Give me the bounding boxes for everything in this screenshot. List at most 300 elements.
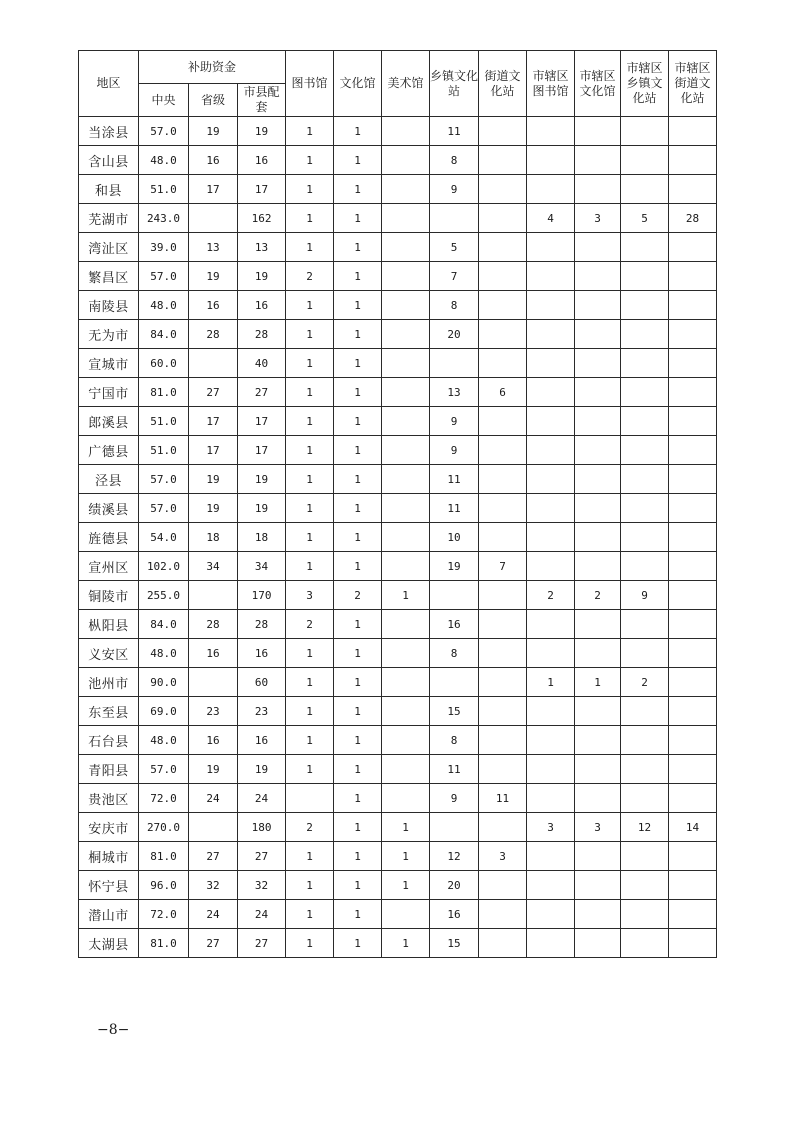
table-row — [79, 755, 717, 784]
cell-art-museum — [382, 349, 430, 378]
header-district-township-station: 市辖区乡镇文化站 — [621, 51, 669, 117]
cell-provincial: 32 — [189, 871, 238, 900]
cell-street-station — [479, 929, 527, 958]
cell-provincial: 24 — [189, 900, 238, 929]
cell-township-station — [430, 349, 479, 378]
cell-provincial: 17 — [189, 175, 238, 204]
cell-district-library — [527, 117, 575, 146]
cell-street-station — [479, 117, 527, 146]
cell-culture-center: 1 — [334, 842, 382, 871]
cell-district-township-station: 5 — [621, 204, 669, 233]
cell-district-culture-center — [575, 697, 621, 726]
table-row — [79, 349, 717, 378]
cell-district-township-station — [621, 349, 669, 378]
cell-township-station: 20 — [430, 871, 479, 900]
table-row — [79, 581, 717, 610]
cell-culture-center: 2 — [334, 581, 382, 610]
cell-library: 1 — [286, 146, 334, 175]
cell-district-township-station — [621, 262, 669, 291]
cell-provincial — [189, 349, 238, 378]
cell-district-culture-center — [575, 117, 621, 146]
cell-street-station — [479, 900, 527, 929]
cell-district-library — [527, 784, 575, 813]
cell-region: 桐城市 — [79, 842, 139, 871]
cell-region: 宁国市 — [79, 378, 139, 407]
cell-district-culture-center: 2 — [575, 581, 621, 610]
cell-region: 泾县 — [79, 465, 139, 494]
cell-street-station — [479, 523, 527, 552]
cell-district-culture-center — [575, 407, 621, 436]
cell-central: 84.0 — [139, 610, 189, 639]
cell-district-street-station — [669, 726, 717, 755]
cell-township-station: 9 — [430, 784, 479, 813]
header-subsidy: 补助资金 — [139, 51, 286, 84]
cell-provincial: 17 — [189, 407, 238, 436]
cell-art-museum — [382, 784, 430, 813]
cell-library: 1 — [286, 552, 334, 581]
cell-district-library — [527, 900, 575, 929]
table-row — [79, 378, 717, 407]
cell-district-culture-center — [575, 233, 621, 262]
cell-district-township-station — [621, 842, 669, 871]
cell-culture-center: 1 — [334, 117, 382, 146]
cell-district-township-station — [621, 494, 669, 523]
cell-provincial: 17 — [189, 436, 238, 465]
cell-district-library: 2 — [527, 581, 575, 610]
cell-central: 48.0 — [139, 291, 189, 320]
cell-city-county: 17 — [238, 407, 286, 436]
cell-township-station: 7 — [430, 262, 479, 291]
cell-street-station — [479, 465, 527, 494]
cell-district-township-station — [621, 320, 669, 349]
cell-library: 1 — [286, 436, 334, 465]
cell-city-county: 13 — [238, 233, 286, 262]
cell-district-culture-center — [575, 320, 621, 349]
cell-district-street-station — [669, 784, 717, 813]
cell-library: 2 — [286, 610, 334, 639]
cell-central: 54.0 — [139, 523, 189, 552]
cell-library: 2 — [286, 813, 334, 842]
cell-region: 潜山市 — [79, 900, 139, 929]
cell-street-station — [479, 639, 527, 668]
cell-district-library — [527, 610, 575, 639]
cell-central: 72.0 — [139, 784, 189, 813]
cell-township-station: 9 — [430, 436, 479, 465]
cell-provincial: 23 — [189, 697, 238, 726]
cell-district-street-station — [669, 668, 717, 697]
table-row — [79, 610, 717, 639]
cell-art-museum — [382, 175, 430, 204]
cell-library: 2 — [286, 262, 334, 291]
table-row — [79, 262, 717, 291]
table-row — [79, 320, 717, 349]
cell-provincial — [189, 813, 238, 842]
cell-city-county: 16 — [238, 291, 286, 320]
cell-district-street-station — [669, 755, 717, 784]
header-library: 图书馆 — [286, 51, 334, 117]
cell-district-culture-center — [575, 784, 621, 813]
cell-district-culture-center — [575, 639, 621, 668]
cell-culture-center: 1 — [334, 668, 382, 697]
cell-district-culture-center: 3 — [575, 204, 621, 233]
cell-township-station: 12 — [430, 842, 479, 871]
table-row — [79, 523, 717, 552]
cell-district-township-station — [621, 610, 669, 639]
cell-art-museum — [382, 407, 430, 436]
header-district-culture-center: 市辖区文化馆 — [575, 51, 621, 117]
cell-street-station — [479, 610, 527, 639]
cell-district-culture-center — [575, 610, 621, 639]
cell-district-township-station — [621, 407, 669, 436]
header-central: 中央 — [139, 84, 189, 117]
cell-provincial: 16 — [189, 291, 238, 320]
cell-region: 芜湖市 — [79, 204, 139, 233]
cell-district-township-station — [621, 697, 669, 726]
cell-district-culture-center: 3 — [575, 813, 621, 842]
cell-culture-center: 1 — [334, 610, 382, 639]
cell-township-station: 13 — [430, 378, 479, 407]
cell-central: 51.0 — [139, 175, 189, 204]
cell-district-culture-center — [575, 349, 621, 378]
cell-district-street-station — [669, 581, 717, 610]
cell-art-museum — [382, 146, 430, 175]
table-row — [79, 813, 717, 842]
cell-art-museum — [382, 378, 430, 407]
cell-township-station — [430, 813, 479, 842]
cell-township-station: 20 — [430, 320, 479, 349]
cell-central: 57.0 — [139, 755, 189, 784]
cell-district-street-station — [669, 929, 717, 958]
cell-district-library — [527, 262, 575, 291]
cell-art-museum: 1 — [382, 842, 430, 871]
cell-township-station: 11 — [430, 494, 479, 523]
cell-district-library — [527, 929, 575, 958]
cell-district-township-station — [621, 175, 669, 204]
cell-city-county: 16 — [238, 726, 286, 755]
cell-street-station — [479, 146, 527, 175]
cell-region: 广德县 — [79, 436, 139, 465]
cell-district-culture-center — [575, 262, 621, 291]
cell-provincial: 19 — [189, 755, 238, 784]
cell-district-street-station — [669, 900, 717, 929]
cell-township-station: 8 — [430, 146, 479, 175]
cell-city-county: 24 — [238, 784, 286, 813]
cell-township-station: 11 — [430, 117, 479, 146]
table-row — [79, 291, 717, 320]
cell-central: 48.0 — [139, 146, 189, 175]
cell-township-station: 11 — [430, 755, 479, 784]
cell-street-station — [479, 175, 527, 204]
cell-city-county: 32 — [238, 871, 286, 900]
cell-city-county: 16 — [238, 146, 286, 175]
cell-library: 1 — [286, 494, 334, 523]
header-district-street-station: 市辖区街道文化站 — [669, 51, 717, 117]
cell-central: 57.0 — [139, 117, 189, 146]
cell-central: 255.0 — [139, 581, 189, 610]
cell-street-station — [479, 320, 527, 349]
cell-street-station — [479, 697, 527, 726]
cell-region: 当涂县 — [79, 117, 139, 146]
cell-culture-center: 1 — [334, 871, 382, 900]
table-row — [79, 697, 717, 726]
cell-art-museum — [382, 465, 430, 494]
cell-township-station — [430, 204, 479, 233]
cell-art-museum — [382, 552, 430, 581]
table-row — [79, 900, 717, 929]
cell-street-station — [479, 813, 527, 842]
cell-township-station — [430, 668, 479, 697]
cell-region: 绩溪县 — [79, 494, 139, 523]
cell-central: 90.0 — [139, 668, 189, 697]
cell-street-station: 7 — [479, 552, 527, 581]
cell-culture-center: 1 — [334, 929, 382, 958]
cell-district-street-station — [669, 262, 717, 291]
cell-district-street-station — [669, 233, 717, 262]
cell-township-station: 15 — [430, 697, 479, 726]
cell-district-street-station — [669, 291, 717, 320]
cell-provincial: 27 — [189, 929, 238, 958]
cell-art-museum: 1 — [382, 813, 430, 842]
cell-culture-center: 1 — [334, 262, 382, 291]
cell-street-station: 6 — [479, 378, 527, 407]
cell-culture-center: 1 — [334, 900, 382, 929]
table-row — [79, 436, 717, 465]
cell-district-library: 1 — [527, 668, 575, 697]
cell-art-museum — [382, 900, 430, 929]
cell-township-station: 9 — [430, 175, 479, 204]
table-header — [79, 51, 717, 117]
header-township-station: 乡镇文化站 — [430, 51, 479, 117]
cell-culture-center: 1 — [334, 146, 382, 175]
cell-city-county: 162 — [238, 204, 286, 233]
cell-district-culture-center — [575, 465, 621, 494]
cell-street-station — [479, 755, 527, 784]
cell-city-county: 18 — [238, 523, 286, 552]
cell-district-library — [527, 523, 575, 552]
cell-region: 义安区 — [79, 639, 139, 668]
cell-district-library: 4 — [527, 204, 575, 233]
cell-street-station — [479, 291, 527, 320]
cell-region: 安庆市 — [79, 813, 139, 842]
cell-city-county: 170 — [238, 581, 286, 610]
cell-city-county: 19 — [238, 755, 286, 784]
cell-district-library — [527, 494, 575, 523]
cell-art-museum: 1 — [382, 581, 430, 610]
cell-district-culture-center — [575, 175, 621, 204]
table-row — [79, 842, 717, 871]
cell-city-county: 17 — [238, 436, 286, 465]
cell-library: 1 — [286, 320, 334, 349]
cell-central: 57.0 — [139, 262, 189, 291]
cell-library: 1 — [286, 204, 334, 233]
table-row — [79, 726, 717, 755]
cell-district-street-station — [669, 494, 717, 523]
cell-provincial — [189, 668, 238, 697]
cell-district-library — [527, 407, 575, 436]
header-art-museum: 美术馆 — [382, 51, 430, 117]
cell-district-street-station — [669, 349, 717, 378]
cell-provincial: 34 — [189, 552, 238, 581]
cell-region: 怀宁县 — [79, 871, 139, 900]
cell-region: 铜陵市 — [79, 581, 139, 610]
cell-central: 270.0 — [139, 813, 189, 842]
cell-street-station: 11 — [479, 784, 527, 813]
cell-art-museum: 1 — [382, 871, 430, 900]
cell-district-culture-center — [575, 146, 621, 175]
cell-culture-center: 1 — [334, 726, 382, 755]
cell-library: 1 — [286, 117, 334, 146]
cell-city-county: 19 — [238, 465, 286, 494]
cell-district-library — [527, 233, 575, 262]
cell-central: 60.0 — [139, 349, 189, 378]
cell-city-county: 19 — [238, 494, 286, 523]
cell-region: 旌德县 — [79, 523, 139, 552]
cell-art-museum — [382, 320, 430, 349]
cell-district-township-station: 12 — [621, 813, 669, 842]
cell-district-culture-center — [575, 900, 621, 929]
cell-region: 郎溪县 — [79, 407, 139, 436]
cell-art-museum — [382, 262, 430, 291]
cell-district-culture-center — [575, 378, 621, 407]
header-culture-center: 文化馆 — [334, 51, 382, 117]
cell-region: 含山县 — [79, 146, 139, 175]
cell-art-museum — [382, 117, 430, 146]
cell-culture-center: 1 — [334, 204, 382, 233]
cell-region: 宣州区 — [79, 552, 139, 581]
cell-culture-center: 1 — [334, 407, 382, 436]
cell-district-street-station — [669, 175, 717, 204]
cell-district-township-station — [621, 523, 669, 552]
cell-culture-center: 1 — [334, 465, 382, 494]
cell-provincial: 16 — [189, 146, 238, 175]
cell-art-museum — [382, 755, 430, 784]
cell-library: 1 — [286, 697, 334, 726]
cell-township-station: 8 — [430, 291, 479, 320]
cell-street-station: 3 — [479, 842, 527, 871]
cell-city-county: 24 — [238, 900, 286, 929]
cell-street-station — [479, 668, 527, 697]
cell-city-county: 23 — [238, 697, 286, 726]
cell-art-museum — [382, 610, 430, 639]
cell-district-culture-center — [575, 929, 621, 958]
cell-district-library — [527, 320, 575, 349]
cell-provincial: 27 — [189, 378, 238, 407]
cell-central: 81.0 — [139, 378, 189, 407]
cell-culture-center: 1 — [334, 784, 382, 813]
cell-region: 池州市 — [79, 668, 139, 697]
cell-district-library — [527, 175, 575, 204]
cell-culture-center: 1 — [334, 320, 382, 349]
table-row — [79, 233, 717, 262]
cell-city-county: 27 — [238, 378, 286, 407]
cell-library: 1 — [286, 465, 334, 494]
cell-city-county: 28 — [238, 610, 286, 639]
cell-district-township-station — [621, 755, 669, 784]
cell-library: 1 — [286, 523, 334, 552]
table-row — [79, 407, 717, 436]
cell-region: 东至县 — [79, 697, 139, 726]
table-row — [79, 146, 717, 175]
cell-central: 96.0 — [139, 871, 189, 900]
cell-central: 51.0 — [139, 436, 189, 465]
cell-central: 102.0 — [139, 552, 189, 581]
cell-provincial: 19 — [189, 262, 238, 291]
cell-city-county: 180 — [238, 813, 286, 842]
cell-region: 太湖县 — [79, 929, 139, 958]
funding-table — [78, 50, 717, 958]
cell-district-culture-center — [575, 523, 621, 552]
cell-library: 1 — [286, 871, 334, 900]
cell-district-township-station — [621, 117, 669, 146]
cell-district-township-station — [621, 378, 669, 407]
cell-district-library — [527, 871, 575, 900]
table-row — [79, 175, 717, 204]
cell-street-station — [479, 494, 527, 523]
cell-region: 宣城市 — [79, 349, 139, 378]
cell-street-station — [479, 436, 527, 465]
table-row — [79, 871, 717, 900]
cell-district-street-station — [669, 610, 717, 639]
cell-district-library — [527, 697, 575, 726]
cell-provincial: 13 — [189, 233, 238, 262]
cell-street-station — [479, 233, 527, 262]
cell-culture-center: 1 — [334, 552, 382, 581]
cell-culture-center: 1 — [334, 349, 382, 378]
cell-central: 81.0 — [139, 929, 189, 958]
cell-street-station — [479, 262, 527, 291]
cell-district-library — [527, 755, 575, 784]
cell-district-culture-center — [575, 436, 621, 465]
cell-provincial: 19 — [189, 465, 238, 494]
cell-culture-center: 1 — [334, 755, 382, 784]
cell-district-street-station — [669, 320, 717, 349]
table-row — [79, 494, 717, 523]
cell-district-library: 3 — [527, 813, 575, 842]
cell-district-library — [527, 378, 575, 407]
cell-district-township-station: 2 — [621, 668, 669, 697]
cell-library: 1 — [286, 639, 334, 668]
cell-district-street-station — [669, 117, 717, 146]
cell-region: 青阳县 — [79, 755, 139, 784]
cell-region: 繁昌区 — [79, 262, 139, 291]
cell-district-street-station — [669, 465, 717, 494]
cell-township-station — [430, 581, 479, 610]
cell-city-county: 60 — [238, 668, 286, 697]
cell-district-township-station — [621, 784, 669, 813]
cell-township-station: 9 — [430, 407, 479, 436]
cell-library: 1 — [286, 378, 334, 407]
cell-region: 贵池区 — [79, 784, 139, 813]
table-row — [79, 639, 717, 668]
cell-district-township-station — [621, 552, 669, 581]
cell-township-station: 16 — [430, 900, 479, 929]
header-district-library: 市辖区图书馆 — [527, 51, 575, 117]
cell-art-museum — [382, 668, 430, 697]
cell-provincial — [189, 204, 238, 233]
cell-library: 1 — [286, 668, 334, 697]
cell-region: 石台县 — [79, 726, 139, 755]
table-row — [79, 117, 717, 146]
cell-central: 243.0 — [139, 204, 189, 233]
header-street-station: 街道文化站 — [479, 51, 527, 117]
cell-township-station: 11 — [430, 465, 479, 494]
cell-art-museum — [382, 726, 430, 755]
cell-district-street-station — [669, 407, 717, 436]
page-number: −8− — [97, 1022, 130, 1038]
cell-district-township-station — [621, 900, 669, 929]
cell-central: 72.0 — [139, 900, 189, 929]
cell-central: 48.0 — [139, 639, 189, 668]
